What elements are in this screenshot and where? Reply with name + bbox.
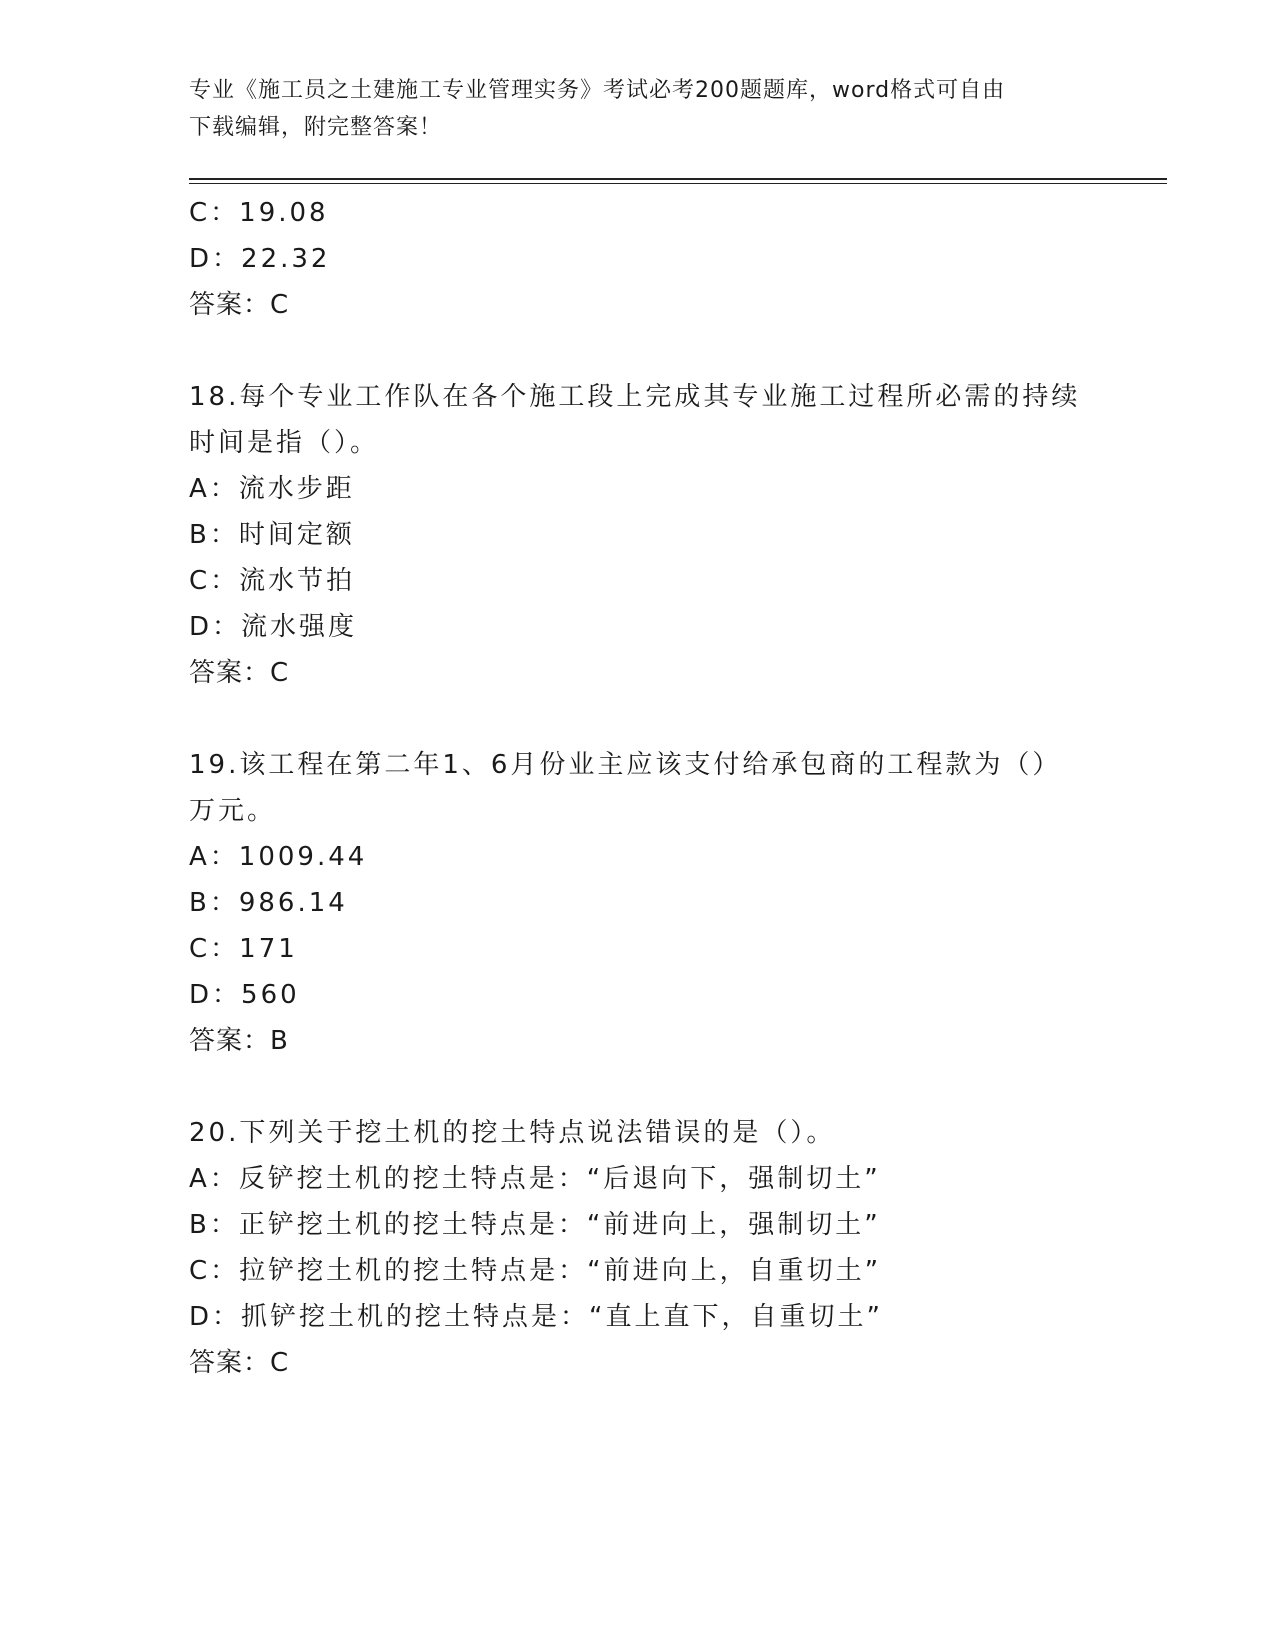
spacer — [189, 696, 1089, 742]
header-line-1: 专业《施工员之土建施工专业管理实务》考试必考200题题库，word格式可自由 — [189, 78, 1006, 103]
option-c: C：拉铲挖土机的挖土特点是：“前进向上，自重切土” — [189, 1256, 882, 1286]
question-stem: 20.下列关于挖土机的挖土特点说法错误的是（）。 — [189, 1118, 836, 1148]
answer-line: 答案：B — [189, 1026, 289, 1056]
question-stem: 19.该工程在第二年1、6月份业主应该支付给承包商的工程款为（） — [189, 750, 1062, 780]
header-rule-thin — [189, 183, 1167, 184]
option-a: A：1009.44 — [189, 842, 368, 872]
question-stem-continued: 万元。 — [189, 796, 277, 826]
question-content — [189, 190, 1089, 1386]
option-c: C：171 — [189, 934, 298, 964]
answer-line: 答案：C — [189, 1348, 290, 1378]
option-b: B：正铲挖土机的挖土特点是：“前进向上，强制切土” — [189, 1210, 881, 1240]
partial-question — [189, 190, 1089, 328]
spacer — [189, 328, 1089, 374]
option-c: C：19.08 — [189, 198, 329, 228]
option-c: C：流水节拍 — [189, 566, 356, 596]
question-stem: 18.每个专业工作队在各个施工段上完成其专业施工过程所必需的持续 — [189, 382, 1081, 412]
spacer — [189, 1064, 1089, 1110]
option-d: D：流水强度 — [189, 612, 358, 642]
option-a: A：流水步距 — [189, 474, 355, 504]
option-b: B：时间定额 — [189, 520, 355, 550]
question-stem-continued: 时间是指（）。 — [189, 428, 380, 458]
header-line-2: 下载编辑，附完整答案！ — [189, 115, 443, 140]
option-d: D：560 — [189, 980, 300, 1010]
option-b: B：986.14 — [189, 888, 348, 918]
option-a: A：反铲挖土机的挖土特点是：“后退向下，强制切土” — [189, 1164, 881, 1194]
question-20 — [189, 1110, 1089, 1386]
option-d: D：抓铲挖土机的挖土特点是：“直上直下，自重切土” — [189, 1302, 883, 1332]
document-header — [189, 72, 1089, 146]
answer-line: 答案：C — [189, 658, 290, 688]
question-19 — [189, 742, 1089, 1064]
header-rule-thick — [189, 178, 1167, 180]
question-18 — [189, 374, 1089, 696]
option-d: D：22.32 — [189, 244, 331, 274]
answer-line: 答案：C — [189, 290, 290, 320]
